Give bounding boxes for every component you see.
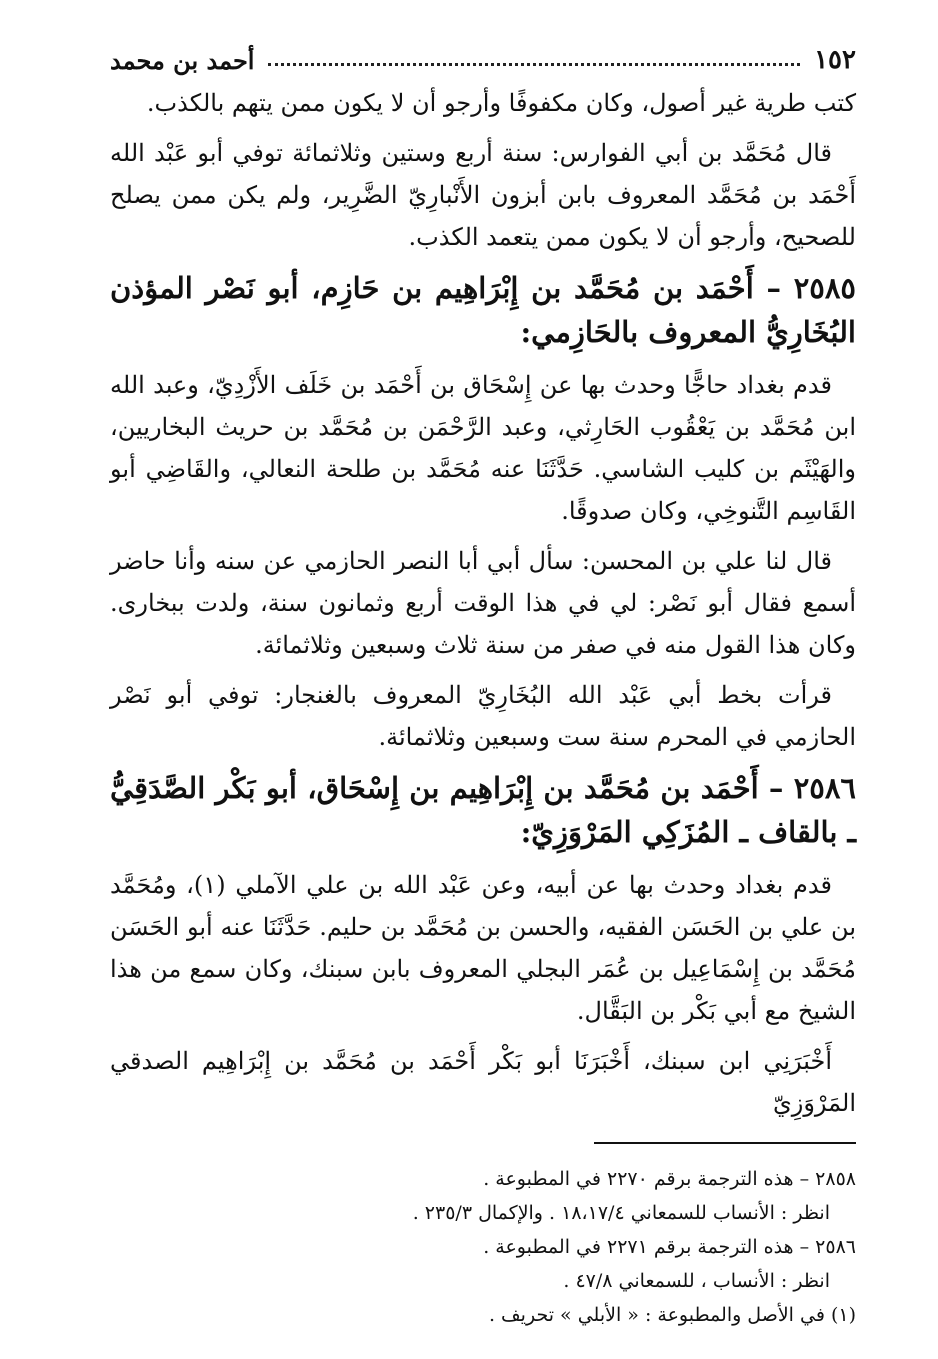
entry-heading-2586: ٢٥٨٦ – أَحْمَد بن مُحَمَّد بن إِبْرَاهِيم بن إِسْحَاق، أبو بَكْر الصَّدَقِيُّ ـ بالقاف ـ المُزَكِي المَرْوَزِيّ: bbox=[110, 771, 856, 849]
footnote: انظر : الأنساب ، للسمعاني ٤٧/٨ . bbox=[563, 1270, 830, 1292]
footnotes bbox=[110, 1162, 856, 1332]
paragraph: قدم بغداد وحدث بها عن أبيه، وعن عَبْد الله بن علي الآملي (١)، ومُحَمَّد بن علي بن الحَسَن الفقيه، والحسن بن مُحَمَّد بن حليم. حَدَّثَنَا عنه أبو الحَسَن مُحَمَّد بن إِسْمَاعِيل بن عُمَر البجلي المعروف بابن سبنك، وكان سمع من هذا الشيخ مع أبي بَكْر بن البَقَّال. bbox=[110, 871, 856, 1025]
header-leader-dots bbox=[268, 63, 800, 66]
running-title: أحمد بن محمد bbox=[110, 45, 255, 75]
paragraph: قرأت بخط أبي عَبْد الله البُخَارِيّ المعروف بالغنجار: توفي أبو نَصْر الحازمي في المحرم سنة ست وسبعين وثلاثمائة. bbox=[110, 681, 856, 751]
entry-heading-2585: ٢٥٨٥ – أَحْمَد بن مُحَمَّد بن إِبْرَاهِيم بن حَازِم، أبو نَصْر المؤذن البُخَارِيُّ المعروف بالحَازِمي: bbox=[110, 271, 856, 349]
paragraph: قال مُحَمَّد بن أبي الفوارس: سنة أربع وستين وثلاثمائة توفي أبو عَبْد الله أَحْمَد بن مُحَمَّد المعروف بابن أبزون الأَنْبارِيّ الضَّرِير، ولم يكن ممن يصلح للصحيح، وأرجو أن لا يكون ممن يتعمد الكذب. bbox=[110, 139, 856, 251]
footnote: (١) في الأصل والمطبوعة : « الأبلي » تحريف . bbox=[488, 1304, 856, 1326]
paragraph: أَخْبَرَنِي ابن سبنك، أَخْبَرَنَا أبو بَكْر أَحْمَد بن مُحَمَّد بن إِبْرَاهِيم الصدقي المَرْوَزِيّ bbox=[110, 1047, 856, 1117]
footnote: انظر : الأنساب للسمعاني ١٨،١٧/٤ . والإكمال ٢٣٥/٣ . bbox=[412, 1202, 830, 1224]
paragraph: قدم بغداد حاجًّا وحدث بها عن إِسْحَاق بن أَحْمَد بن خَلَف الأَزْدِيّ، وعبد الله ابن مُحَمَّد بن يَعْقُوب الحَارِثي، وعبد الرَّحْمَن بن مُحَمَّد بن حريث البخاريين، والهَيْثَم بن كليب الشاسي. حَدَّثَنَا عنه مُحَمَّد بن طلحة النعالي، والقَاضِي أبو القَاسِم التَّنوخِي، وكان صدوقًا. bbox=[110, 371, 856, 525]
paragraph: قال لنا علي بن المحسن: سأل أبي أبا النصر الحازمي عن سنه وأنا حاضر أسمع فقال أبو نَصْر: لي في هذا الوقت أربع وثمانون سنة، ولدت ببخارى. وكان هذا القول منه في صفر من سنة ثلاث وسبعين وثلاثمائة. bbox=[110, 547, 856, 659]
footnote: ٢٥٨٦ – هذه الترجمة برقم ٢٢٧١ في المطبوعة . bbox=[483, 1236, 856, 1258]
paragraph: كتب طرية غير أصول، وكان مكفوفًا وأرجو أن لا يكون ممن يتهم بالكذب. bbox=[146, 89, 856, 117]
footnote: ٢٨٥٨ – هذه الترجمة برقم ٢٢٧٠ في المطبوعة . bbox=[483, 1168, 856, 1190]
page-number: ١٥٢ bbox=[814, 45, 856, 75]
page-header bbox=[110, 38, 856, 82]
main-text bbox=[110, 82, 856, 1124]
footnote-separator bbox=[594, 1142, 856, 1144]
